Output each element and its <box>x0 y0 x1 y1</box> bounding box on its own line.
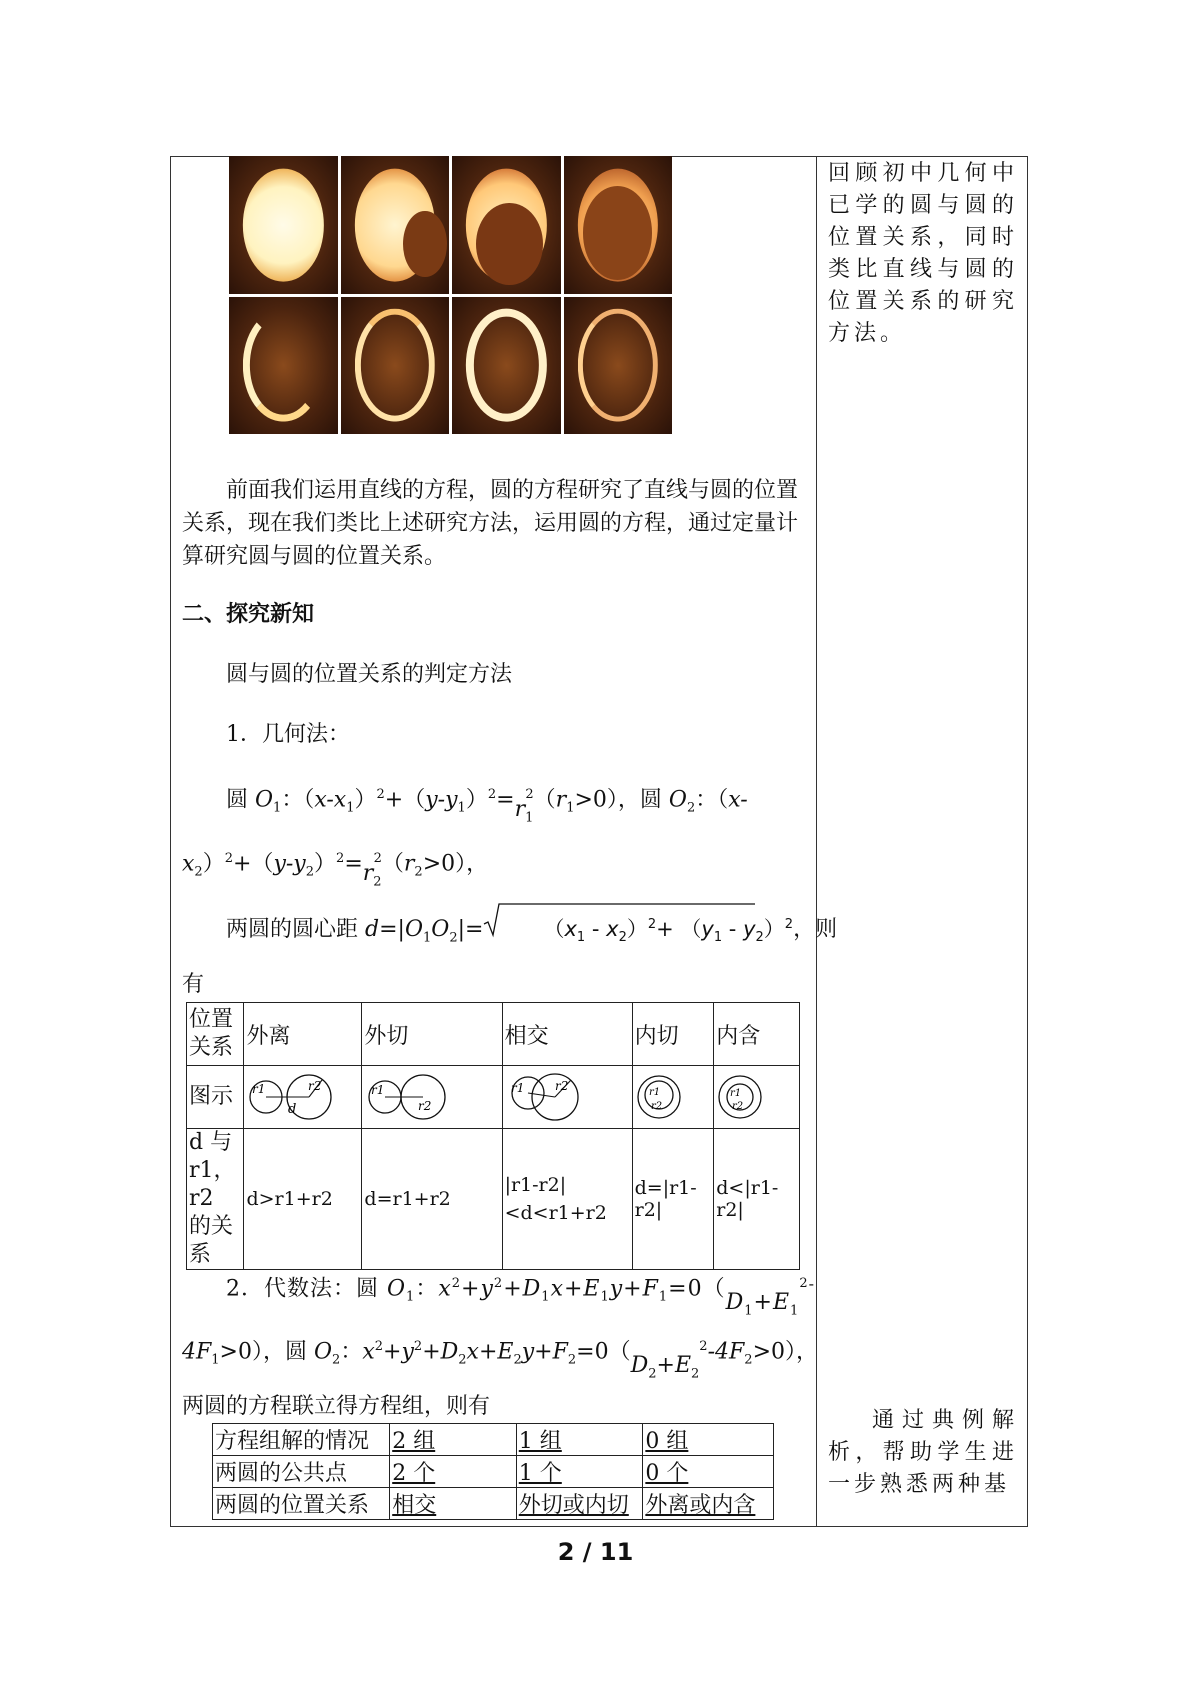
diagram-svg <box>246 1071 336 1123</box>
table-cell: 内切 <box>632 1003 714 1066</box>
table-cell: 外离 <box>244 1003 362 1066</box>
table-cell: 2 组 <box>390 1424 517 1456</box>
circle-equation-line-1: 圆 $O_1$：$(x-x_1)^2+(y-y_1)^2=r_1^2(r_1>0)$，圆 $O_2$：（x- <box>226 787 748 826</box>
table-cell: 方程组解的情况 <box>213 1424 390 1456</box>
label-r2: r2 <box>308 1079 322 1093</box>
table-row <box>213 1488 774 1520</box>
table-cell: 图示 <box>187 1066 244 1129</box>
table-cell: 1 组 <box>516 1424 643 1456</box>
diagram-internal-tangent <box>632 1066 714 1129</box>
table-cell: 0 个 <box>643 1456 774 1488</box>
eclipse-photo-2 <box>341 156 450 294</box>
circle-equation-line-2: $x_2)^2+(y-y_2)^2=r_2^2(r_2>0)$， <box>182 851 489 890</box>
table-row <box>213 1424 774 1456</box>
system-line: 两圆的方程联立得方程组，则有 <box>182 1394 491 1419</box>
table-cell: d 与 r1，r2 的关系 <box>187 1129 244 1270</box>
eclipse-photo-1 <box>229 156 338 294</box>
label-r2: r2 <box>418 1099 432 1113</box>
table-cell: d>r1+r2 <box>244 1129 362 1270</box>
subheading: 圆与圆的位置关系的判定方法 <box>226 662 513 687</box>
algebraic-method-line-1: 2．代数法：圆 $O_1$：$x^2+y^2+D_1x+E_1y+F_1=0(D_1+E_1^{2-}$ <box>226 1274 815 1319</box>
table-cell: d<|r1-r2| <box>714 1129 800 1270</box>
diagram-svg <box>635 1071 705 1123</box>
label-r2: r2 <box>554 1079 568 1093</box>
label-r1: r1 <box>252 1082 266 1096</box>
equation-system-table <box>212 1423 774 1520</box>
position-relation-table <box>186 1002 800 1270</box>
sqrt-expression: $(x_1 - x_2)^2+ (y_1 - y_2)^2$ <box>483 908 793 954</box>
table-cell: 两圆的公共点 <box>213 1456 390 1488</box>
eclipse-photo-grid <box>229 156 672 434</box>
table-cell: 相交 <box>390 1488 517 1520</box>
table-row <box>187 1129 800 1270</box>
table-cell: 外离或内含 <box>643 1488 774 1520</box>
table-cell: 外切或内切 <box>516 1488 643 1520</box>
label-r1: r1 <box>730 1088 742 1099</box>
label-r1: r1 <box>648 1087 660 1098</box>
table-row <box>187 1003 800 1066</box>
table-cell: d=r1+r2 <box>362 1129 502 1270</box>
side-note-2: 通过典例解析，帮助学生进一步熟悉两种基 <box>828 1408 1018 1497</box>
label-r1: r1 <box>510 1081 524 1095</box>
diagram-svg <box>716 1071 786 1123</box>
intro-paragraph: 前面我们运用直线的方程，圆的方程研究了直线与圆的位置关系，现在我们类比上述研究方法，运用圆的方程，通过定量计算研究圆与圆的位置关系。 <box>182 478 799 569</box>
table-cell: 内含 <box>714 1003 800 1066</box>
table-cell: 两圆的位置关系 <box>213 1488 390 1520</box>
table-cell: d=|r1-r2| <box>632 1129 714 1270</box>
center-distance-line: 两圆的圆心距 $d=|O_1O_2|=$ $(x_1 - x_2)^2+ (y_1 - y_2)^2$，则 <box>182 908 812 954</box>
table-cell: 外切 <box>362 1003 502 1066</box>
table-cell: 位置关系 <box>187 1003 244 1066</box>
method1-title: 1．几何法： <box>226 722 350 747</box>
radical-sign <box>483 902 755 938</box>
eclipse-photo-8 <box>564 297 673 435</box>
diagram-svg <box>364 1071 454 1123</box>
table-row <box>187 1066 800 1129</box>
label-r2: r2 <box>650 1101 662 1112</box>
table-cell: 2 个 <box>390 1456 517 1488</box>
eclipse-photo-4 <box>564 156 673 294</box>
eclipse-photo-3 <box>452 156 561 294</box>
label-r1: r1 <box>371 1083 385 1097</box>
eclipse-photo-6 <box>341 297 450 435</box>
table-cell: 相交 <box>502 1003 632 1066</box>
diagram-external-tangent <box>362 1066 502 1129</box>
eclipse-photo-7 <box>452 297 561 435</box>
table-cell: |r1-r2|<d<r1+r2 <box>502 1129 632 1270</box>
page-number: 2 / 11 <box>557 1538 634 1566</box>
you-text: 有 <box>182 972 205 997</box>
side-note-1: 回顾初中几何中已学的圆与圆的位置关系，同时类比直线与圆的位置关系的研究方法。 <box>828 161 1018 346</box>
table-row <box>213 1456 774 1488</box>
eclipse-photo-5 <box>229 297 338 435</box>
diagram-intersecting <box>502 1066 632 1129</box>
diagram-external-separation <box>244 1066 362 1129</box>
label-r2: r2 <box>732 1101 744 1112</box>
label-d: d <box>288 1102 297 1117</box>
table-cell: 1 个 <box>516 1456 643 1488</box>
column-divider <box>816 156 817 1527</box>
section-heading: 二、探究新知 <box>182 601 315 627</box>
table-cell: 0 组 <box>643 1424 774 1456</box>
diagram-contained <box>714 1066 800 1129</box>
diagram-svg <box>505 1071 595 1123</box>
algebraic-method-line-2: $4F_1>0$），圆 $O_2$：$x^2+y^2+D_2x+E_2y+F_2=0(D_2+E_2^2-4F_2>0)$， <box>182 1339 818 1382</box>
